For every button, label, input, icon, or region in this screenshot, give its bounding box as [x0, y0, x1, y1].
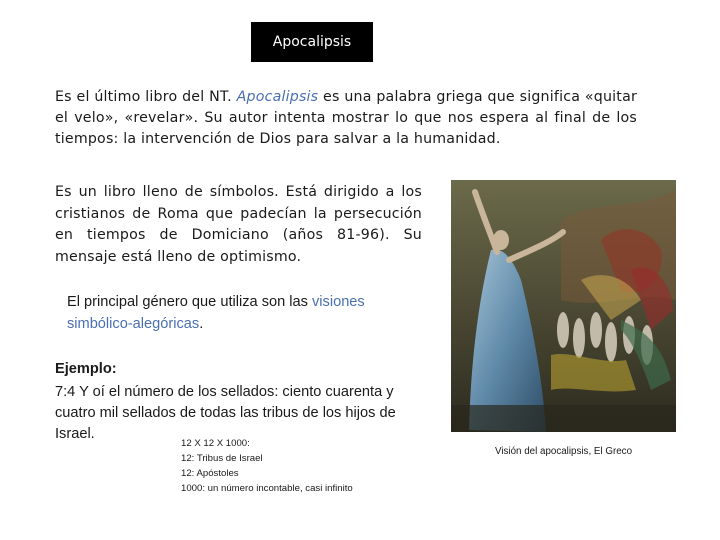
intro-paragraph	[55, 87, 637, 150]
note-line: 12 X 12 X 1000:	[181, 438, 250, 449]
painting-caption: Visión del apocalipsis, El Greco	[494, 446, 633, 457]
genre-lead: El principal género que utiliza son las	[67, 294, 312, 310]
intro-rest: es una palabra griega que significa «quitar el velo», «revelar». Su autor intenta mostrar lo que nos espera al final de los tiempos: la intervención de Dios para salvar a la humanidad.	[55, 89, 637, 147]
slide-title	[251, 22, 373, 62]
note-line: 12: Tribus de Israel	[181, 453, 263, 464]
note-line: 1000: un número incontable, casi infinito	[181, 483, 353, 494]
genre-paragraph	[67, 292, 417, 335]
intro-lead: Es el último libro del NT.	[55, 89, 237, 105]
intro-term: Apocalipsis	[236, 89, 319, 105]
example-heading: Ejemplo:	[55, 361, 117, 377]
description-paragraph: Es un libro lleno de símbolos. Está dirigido a los cristianos de Roma que padecían la persecución en tiempos de Domiciano (años 81-96). Su mensaje está lleno de optimismo.	[55, 184, 422, 265]
painting-image	[451, 180, 676, 432]
slide-title-text: Apocalipsis	[272, 34, 352, 50]
example-verse: 7:4 Y oí el número de los sellados: ciento cuarenta y cuatro mil sellados de todas las tribus de los hijos de Israel.	[55, 384, 396, 442]
number-notes	[181, 436, 401, 496]
genre-end: .	[199, 315, 204, 332]
note-line: 12: Apóstoles	[181, 468, 239, 479]
genre-term: visiones simbólico-alegóricas	[67, 294, 365, 332]
painting-graphic	[451, 180, 676, 432]
